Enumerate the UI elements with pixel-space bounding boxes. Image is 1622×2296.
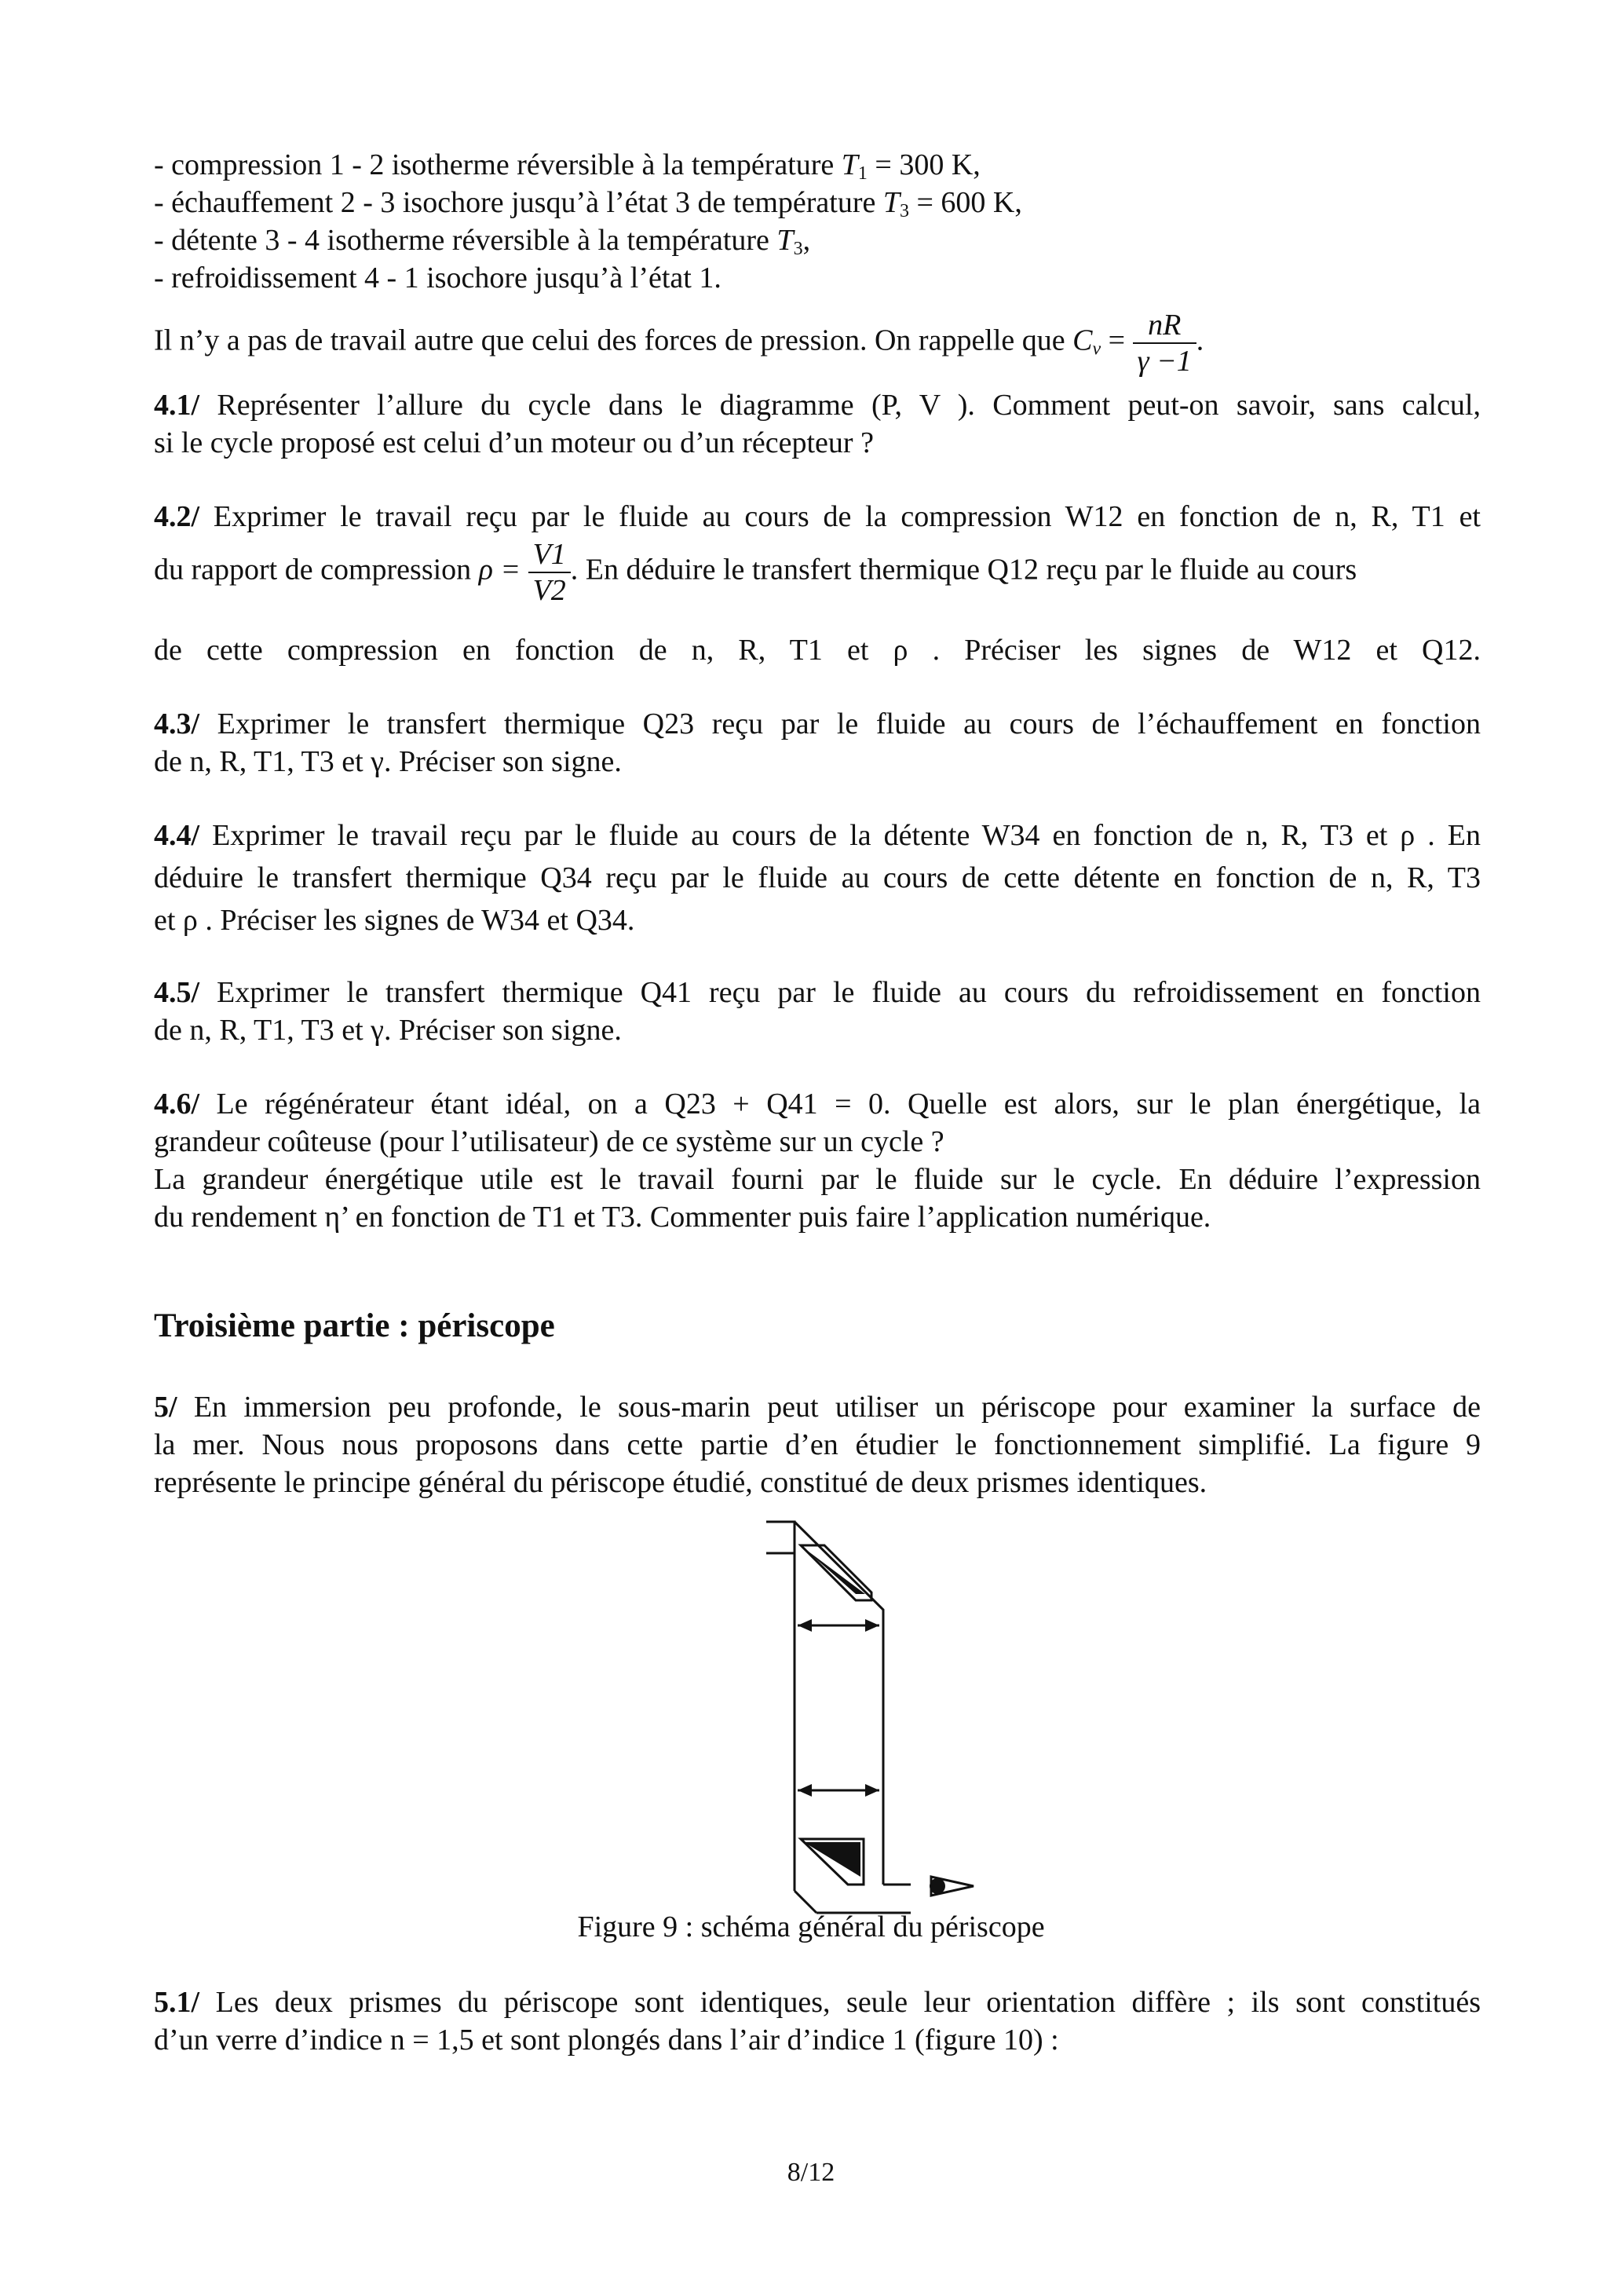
eye-pupil <box>930 1878 945 1894</box>
q44-line3: et ρ . Préciser les signes de W34 et Q34. <box>154 904 635 937</box>
q42-line3: de cette compression en fonction de n, R, T1 et ρ . Préciser les signes de W12 et Q12. <box>154 634 1481 667</box>
figure-caption: Figure 9 : schéma général du périscope <box>577 1910 1045 1943</box>
q45-line2: de n, R, T1, T3 et γ. Préciser son signe. <box>154 1014 622 1047</box>
q43-line1: 4.3/ Exprimer le transfert thermique Q23 reçu par le fluide au cours de l’échauffement en fonction <box>154 707 1481 740</box>
q44-line1: 4.4/ Exprimer le travail reçu par le fluide au cours de la détente W34 en fonction de n, R, T3 et ρ . En <box>154 819 1481 852</box>
compression-ratio-fraction: $\frac{V1}{V2}$ <box>528 537 571 608</box>
q43-line2: de n, R, T1, T3 et γ. Préciser son signe. <box>154 745 622 778</box>
cv-fraction: $\frac{nR}{\gamma -1}$ <box>1133 308 1196 378</box>
page-number: 8/12 <box>787 2158 835 2187</box>
q41-line1: 4.1/ Représenter l’allure du cycle dans le diagramme (P, V ). Comment peut-on savoir, sans calcul, <box>154 389 1481 422</box>
bottom-prism-fill <box>804 1842 860 1877</box>
q42-line1: 4.2/ Exprimer le travail reçu par le fluide au cours de la compression W12 en fonction de n, R, T1 et <box>154 500 1481 533</box>
q46-line4: du rendement η’ en fonction de T1 et T3. Commenter puis faire l’application numérique. <box>154 1201 1211 1234</box>
arrow-head-right <box>865 1619 879 1632</box>
q46-line1: 4.6/ Le régénérateur étant idéal, on a Q23 + Q41 = 0. Quelle est alors, sur le plan énergétique, la <box>154 1088 1481 1121</box>
cv-reminder: Il n’y a pas de travail autre que celui des forces de pression. On rappelle que $C_v$ = $\frac{nR}{\gamma -1}$ . <box>154 309 1204 378</box>
step-4: - refroidissement 4 - 1 isochore jusqu’à l’état 1. <box>154 261 721 294</box>
q5-line3: représente le principe général du périscope étudié, constitué de deux prismes identiques. <box>154 1466 1207 1499</box>
arrow-head-left <box>798 1784 812 1797</box>
step-2: - échauffement 2 - 3 isochore jusqu’à l’état 3 de température $T_3 = 600$ K, <box>154 186 1022 221</box>
arrow-head-left <box>798 1619 812 1632</box>
q44-line2: déduire le transfert thermique Q34 reçu par le fluide au cours de cette détente en fonction de n, R, T3 <box>154 861 1481 894</box>
q42-line2: du rapport de compression ρ = $\frac{V1}{V2}$ . En déduire le transfert thermique Q12 reçu par le fluide au cours <box>154 538 1357 607</box>
top-entry-window <box>766 1522 795 1553</box>
arrow-head-right <box>865 1784 879 1797</box>
q51-line2: d’un verre d’indice n = 1,5 et sont plongés dans l’air d’indice 1 (figure 10) : <box>154 2024 1059 2057</box>
q45-line1: 4.5/ Exprimer le transfert thermique Q41 reçu par le fluide au cours du refroidissement en fonction <box>154 976 1481 1009</box>
part3-title: Troisième partie : périscope <box>154 1307 555 1344</box>
q51-line1: 5.1/ Les deux prismes du périscope sont identiques, seule leur orientation diffère ; ils sont constitués <box>154 1986 1481 2019</box>
q46-line3: La grandeur énergétique utile est le travail fourni par le fluide sur le cycle. En déduire l’expression <box>154 1163 1481 1196</box>
q5-line2: la mer. Nous nous proposons dans cette partie d’en étudier le fonctionnement simplifié. La figure 9 <box>154 1428 1481 1461</box>
step-1: - compression 1 - 2 isotherme réversible à la température $T_1 = 300$ K, <box>154 148 981 184</box>
step-3: - détente 3 - 4 isotherme réversible à la température $T_3$, <box>154 224 811 259</box>
q41-line2: si le cycle proposé est celui d’un moteur ou d’un récepteur ? <box>154 426 874 459</box>
q5-line1: 5/ En immersion peu profonde, le sous-marin peut utiliser un périscope pour examiner la surface de <box>154 1391 1481 1424</box>
q46-line2: grandeur coûteuse (pour l’utilisateur) de ce système sur un cycle ? <box>154 1125 944 1158</box>
periscope-diagram <box>746 1515 1013 1916</box>
